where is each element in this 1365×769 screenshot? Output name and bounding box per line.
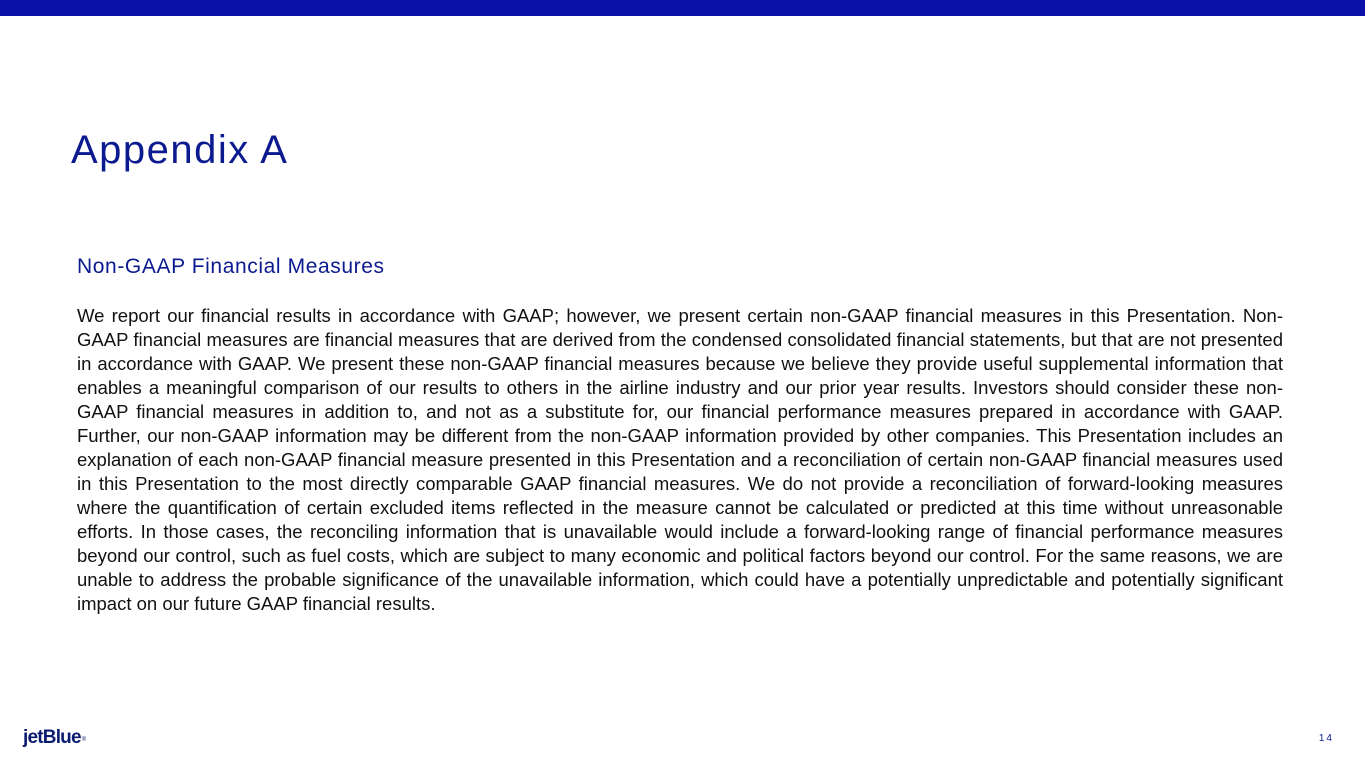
logo-text: jetBlue (23, 727, 81, 748)
page-number: 14 (1318, 733, 1334, 744)
header-bar (0, 0, 1365, 16)
section-heading: Non-GAAP Financial Measures (77, 255, 385, 278)
page-title: Appendix A (71, 128, 289, 172)
registered-mark: ® (81, 737, 87, 743)
body-paragraph: We report our financial results in accordance with GAAP; however, we present certain non-GAAP financial measures in this Presentation. Non-GAAP financial measures are financial measures that are derived from the condensed consolidated financial statements, but that are not presented in accordance with GAAP. We present these non-GAAP financial measures because we believe they provide useful supplemental information that enables a meaningful comparison of our results to others in the airline industry and our prior year results. Investors should consider these non-GAAP financial measures in addition to, and not as a substitute for, our financial performance measures prepared in accordance with GAAP. Further, our non-GAAP information may be different from the non-GAAP information provided by other companies. This Presentation includes an explanation of each non-GAAP financial measure presented in this Presentation and a reconciliation of certain non-GAAP financial measures used in this Presentation to the most directly comparable GAAP financial measures. We do not provide a reconciliation of forward-looking measures where the quantification of certain excluded items reflected in the measure cannot be calculated or predicted at this time without unreasonable efforts. In those cases, the reconciling information that is unavailable would include a forward-looking range of financial performance measures beyond our control, such as fuel costs, which are subject to many economic and political factors beyond our control. For the same reasons, we are unable to address the probable significance of the unavailable information, which could have a potentially unpredictable and potentially significant impact on our future GAAP financial results. (77, 305, 1283, 614)
jetblue-logo (23, 727, 85, 749)
